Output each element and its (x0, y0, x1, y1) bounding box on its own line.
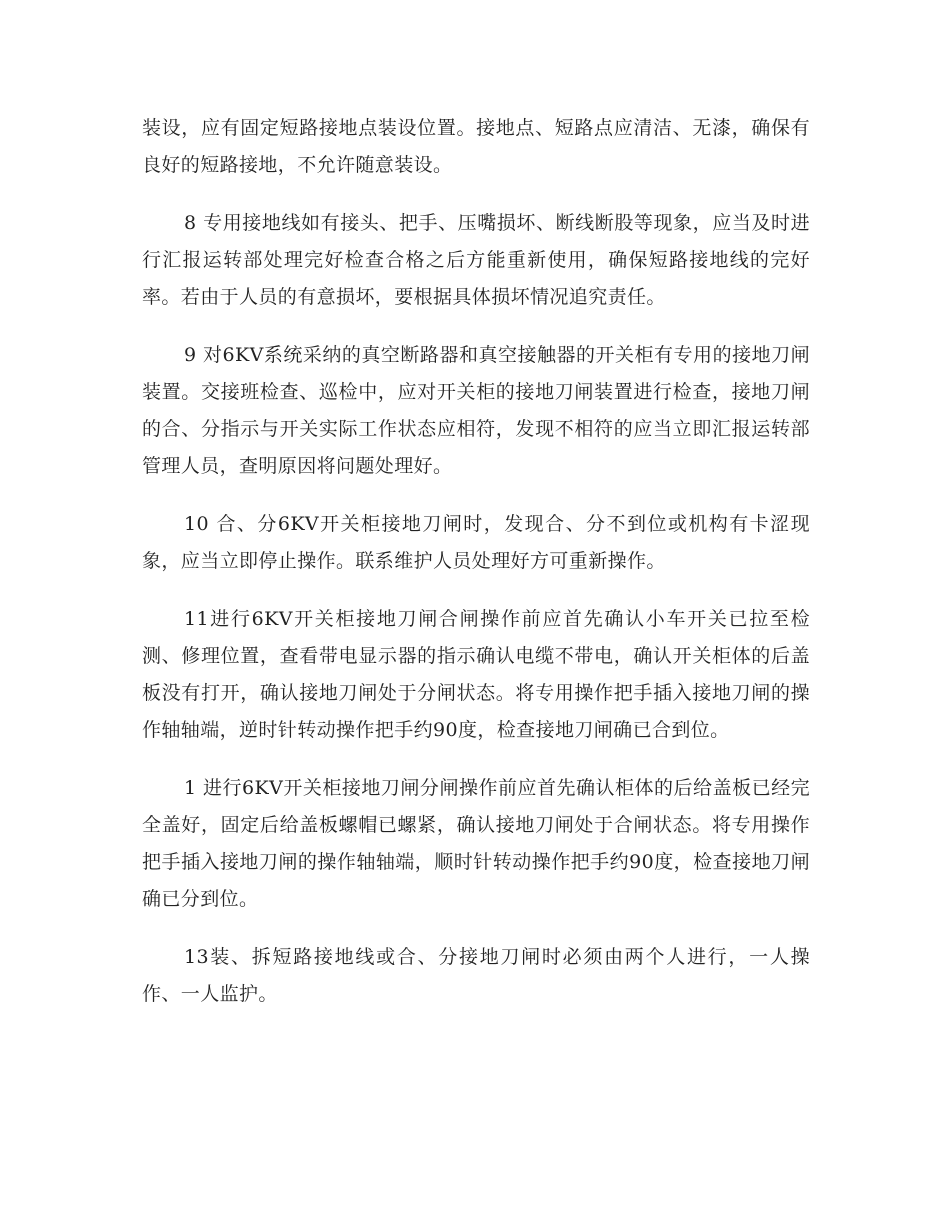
paragraph-item-9: 9 对6KV系统采纳的真空断路器和真空接触器的开关柜有专用的接地刀闸装置。交接班检查、巡检中，应对开关柜的接地刀闸装置进行检查，接地刀闸的合、分指示与开关实际工作状态应相符，发现不相符的应当立即汇报运转部管理人员，查明原因将问题处理好。 (142, 344, 810, 477)
paragraph-item-13: 13装、拆短路接地线或合、分接地刀闸时必须由两个人进行，一人操作、一人监护。 (142, 946, 810, 1005)
paragraph-continuation: 装设，应有固定短路接地点装设位置。接地点、短路点应清洁、无漆，确保有良好的短路接地，不允许随意装设。 (142, 117, 810, 176)
paragraph-item-12: 1 进行6KV开关柜接地刀闸分闸操作前应首先确认柜体的后给盖板已经完全盖好，固定后给盖板螺帽已螺紧，确认接地刀闸处于合闸状态。将专用操作把手插入接地刀闸的操作轴轴端，顺时针转动操作把手约90度，检查接地刀闸确已分到位。 (142, 777, 810, 910)
paragraph-item-11: 11进行6KV开关柜接地刀闸合闸操作前应首先确认小车开关已拉至检测、修理位置，查看带电显示器的指示确认电缆不带电，确认开关柜体的后盖板没有打开，确认接地刀闸处于分闸状态。将专用操作把手插入接地刀闸的操作轴轴端，逆时针转动操作把手约90度，检查接地刀闸确已合到位。 (142, 608, 810, 741)
paragraph-item-10: 10 合、分6KV开关柜接地刀闸时，发现合、分不到位或机构有卡涩现象，应当立即停止操作。联系维护人员处理好方可重新操作。 (142, 513, 810, 572)
paragraph-item-8: 8 专用接地线如有接头、把手、压嘴损坏、断线断股等现象，应当及时进行汇报运转部处理完好检查合格之后方能重新使用，确保短路接地线的完好率。若由于人员的有意损坏，要根据具体损坏情况追究责任。 (142, 212, 810, 308)
document-body (142, 110, 810, 1034)
